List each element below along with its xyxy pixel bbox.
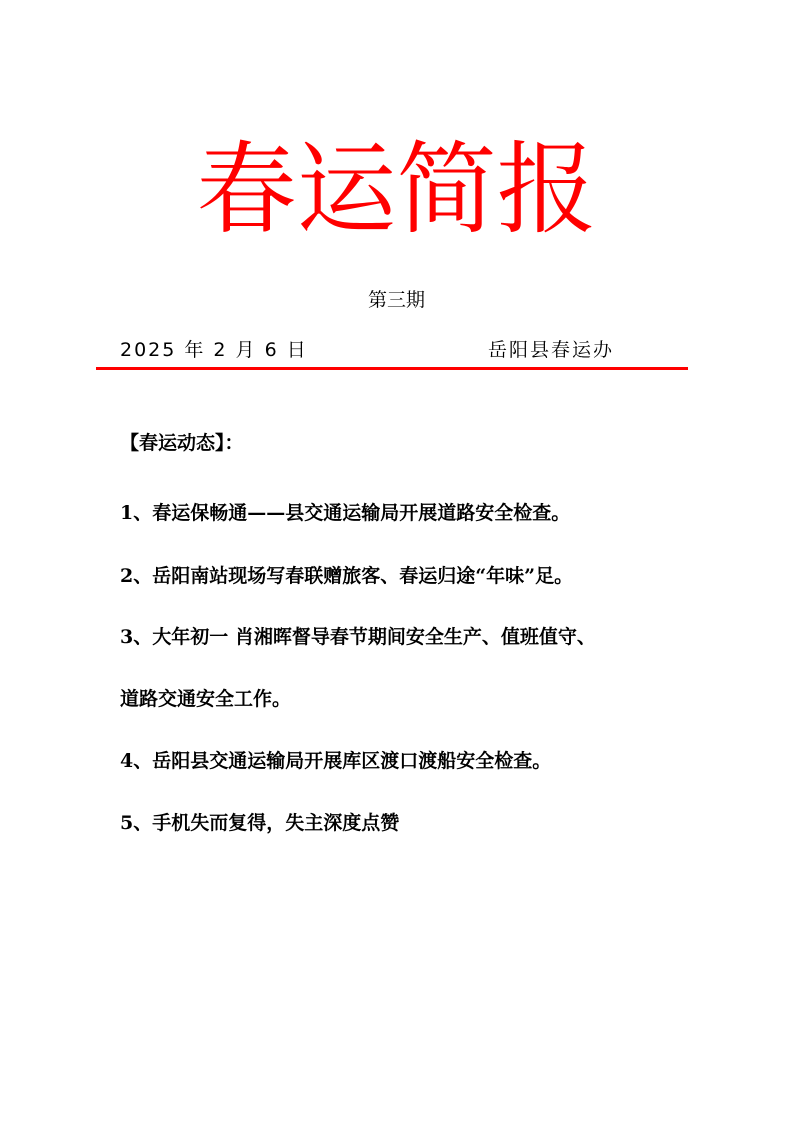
news-item-3-line-2: 道路交通安全工作。 [120,688,292,710]
news-item-1: 1、春运保畅通——县交通运输局开展道路安全检查。 [120,502,571,524]
masthead-title: 春运简报 [196,131,597,248]
news-item-4: 4、岳阳县交通运输局开展库区渡口渡船安全检查。 [120,750,552,772]
news-item-5: 5、手机失而复得，失主深度点赞 [120,812,400,834]
issue-number: 第三期 [367,289,425,311]
news-item-3-line-1: 3、大年初一 肖湘晖督导春节期间安全生产、值班值守、 [120,626,596,648]
red-divider-rule [96,367,688,370]
issue-date: 2025 年 2 月 6 日 [120,339,308,361]
section-heading: 【春运动态】： [120,432,244,454]
news-item-2: 2、岳阳南站现场写春联赠旅客、春运归途“年味”足。 [120,565,574,587]
issuing-office: 岳阳县春运办 [488,339,615,361]
